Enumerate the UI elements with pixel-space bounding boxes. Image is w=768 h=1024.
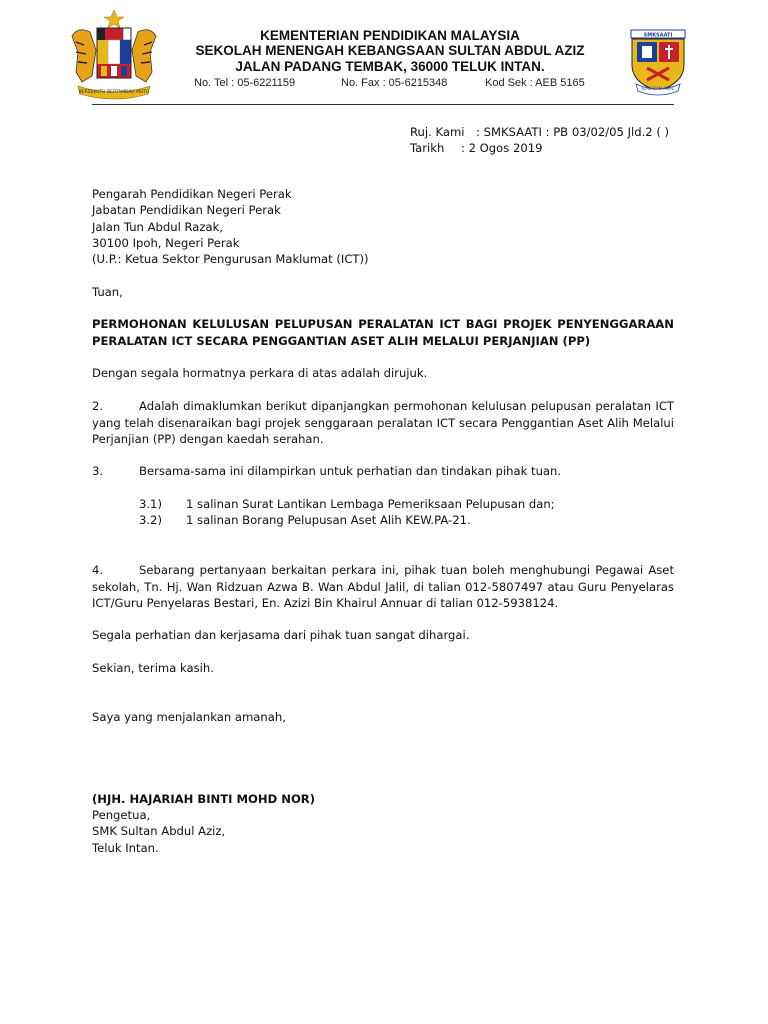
paragraph-number: 3. — [92, 464, 104, 478]
reference-value: : SMKSAATI : PB 03/02/05 Jld.2 ( ) — [476, 125, 670, 139]
school-crest-icon — [628, 28, 688, 98]
date-value: : 2 Ogos 2019 — [461, 141, 543, 155]
signatory-school: SMK Sultan Abdul Aziz, — [92, 824, 226, 838]
ministry-name: KEMENTERIAN PENDIDIKAN MALAYSIA — [260, 28, 520, 43]
date-label: Tarikh — [410, 141, 445, 155]
signatory-name: (HJH. HAJARIAH BINTI MOHD NOR) — [92, 792, 316, 806]
letter-subject: PERMOHONAN KELULUSAN PELUPUSAN PERALATAN ICT BAGI PROJEK PENYENGGARAAN PERALATAN ICT SECARA PENGGANTIAN ASET ALIH MELALUI PERJANJIAN (PP) — [92, 317, 674, 348]
school-code: Kod Sek : AEB 5165 — [485, 77, 585, 89]
paragraph-number: 2. — [92, 399, 104, 413]
thanks-line: Segala perhatian dan kerjasama dari pihak tuan sangat dihargai. — [92, 628, 470, 642]
svg-text:ILMU DAN AMAL: ILMU DAN AMAL — [641, 86, 675, 91]
recipient-line: Jabatan Pendidikan Negeri Perak — [92, 203, 281, 217]
recipient-line: Jalan Tun Abdul Razak, — [92, 220, 223, 234]
signatory-title: Pengetua, — [92, 808, 151, 822]
svg-text:SMKSAATI: SMKSAATI — [643, 32, 673, 39]
closing-line: Sekian, terima kasih. — [92, 661, 214, 675]
attachment-number: 3.2) — [139, 513, 162, 527]
reference-label: Ruj. Kami — [410, 125, 465, 139]
paragraph-3: Bersama-sama ini dilampirkan untuk perhatian dan tindakan pihak tuan. — [139, 464, 562, 478]
attachment-item: 1 salinan Borang Pelupusan Aset Alih KEW.PA-21. — [186, 513, 471, 527]
header-divider — [92, 104, 674, 105]
salutation: Tuan, — [92, 285, 123, 299]
recipient-line: (U.P.: Ketua Sektor Pengurusan Maklumat (ICT)) — [92, 252, 369, 266]
telephone-number: No. Tel : 05-6221159 — [194, 77, 296, 89]
motto-line: Saya yang menjalankan amanah, — [92, 710, 286, 724]
opening-line: Dengan segala hormatnya perkara di atas adalah dirujuk. — [92, 366, 428, 380]
svg-text:BERSEKUTU BERTAMBAH MUTU: BERSEKUTU BERTAMBAH MUTU — [78, 90, 150, 95]
paragraph-2: Adalah dimaklumkan berikut dipanjangkan permohonan kelulusan pelupusan peralatan ICT yang telah disenaraikan bagi projek senggaraan peralatan ICT secara Penggantian Aset Alih Melalui Perjanjian (PP) dengan kaedah serahan. — [92, 399, 674, 446]
recipient-line: 30100 Ipoh, Negeri Perak — [92, 236, 240, 250]
signatory-town: Teluk Intan. — [92, 841, 159, 855]
fax-number: No. Fax : 05-6215348 — [341, 77, 448, 89]
recipient-line: Pengarah Pendidikan Negeri Perak — [92, 187, 292, 201]
malaysia-coat-of-arms-icon — [64, 6, 164, 102]
paragraph-number: 4. — [92, 563, 104, 577]
school-address: JALAN PADANG TEMBAK, 36000 TELUK INTAN. — [235, 59, 545, 74]
attachment-item: 1 salinan Surat Lantikan Lembaga Pemeriksaan Pelupusan dan; — [186, 497, 555, 511]
school-name: SEKOLAH MENENGAH KEBANGSAAN SULTAN ABDUL AZIZ — [195, 43, 585, 58]
paragraph-4: Sebarang pertanyaan berkaitan perkara ini, pihak tuan boleh menghubungi Pegawai Aset sekolah, Tn. Hj. Wan Ridzuan Azwa B. Wan Abdul Jalil, di talian 012-5807497 atau Guru Penyelaras ICT/Guru Penyelaras Bestari, En. Azizi Bin Khairul Annuar di talian 012-5938124. — [92, 563, 674, 610]
attachment-number: 3.1) — [139, 497, 162, 511]
